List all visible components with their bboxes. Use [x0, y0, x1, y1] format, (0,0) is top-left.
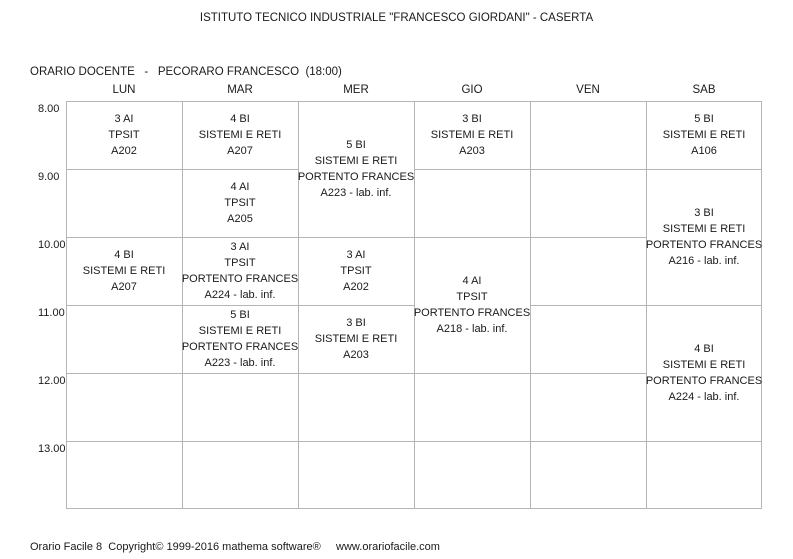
lesson-cell[interactable]: [182, 101, 298, 169]
lesson-cell[interactable]: [646, 305, 762, 441]
lesson-subject: SISTEMI E RETI: [198, 129, 282, 141]
copyright-notice: Copyright© 1999-2016 mathema software®: [108, 541, 321, 553]
lesson-cell[interactable]: [414, 101, 530, 169]
lesson-class: 3 AI: [114, 113, 134, 125]
lesson-subject: SISTEMI E RETI: [662, 359, 746, 371]
lesson-cell[interactable]: [646, 169, 762, 305]
lesson-subject: SISTEMI E RETI: [430, 129, 514, 141]
grid-row-divider: [414, 169, 530, 170]
school-title: ISTITUTO TECNICO INDUSTRIALE "FRANCESCO GIORDANI" - CASERTA: [199, 12, 594, 24]
grid-row-divider: [530, 373, 646, 374]
day-header-thu: GIO: [461, 84, 483, 96]
lesson-subject: TPSIT: [456, 291, 488, 303]
schedule-header: [30, 66, 342, 78]
grid-row-divider: [646, 441, 762, 442]
lesson-subject: SISTEMI E RETI: [314, 155, 398, 167]
lesson-room: A223 - lab. inf.: [204, 357, 276, 369]
schedule-type-label: ORARIO DOCENTE: [30, 66, 135, 78]
day-header-tue: MAR: [227, 84, 253, 96]
footer: [30, 541, 440, 553]
lesson-co-teacher: PORTENTO FRANCES: [181, 341, 299, 353]
grid-row-divider: [530, 441, 646, 442]
lesson-class: 4 AI: [462, 275, 482, 287]
hour-label-13: 13.00: [38, 443, 66, 455]
lesson-room: A223 - lab. inf.: [320, 187, 392, 199]
lesson-subject: TPSIT: [108, 129, 140, 141]
grid-row-divider: [530, 305, 646, 306]
lesson-room: A202: [111, 145, 137, 157]
lesson-class: 4 BI: [114, 249, 134, 261]
grid-row-divider: [530, 237, 646, 238]
lesson-cell[interactable]: [182, 169, 298, 237]
lesson-class: 3 BI: [694, 207, 714, 219]
lesson-room: A224 - lab. inf.: [668, 391, 740, 403]
hour-label-9: 9.00: [38, 171, 60, 183]
lesson-class: 4 BI: [230, 113, 250, 125]
lesson-subject: TPSIT: [340, 265, 372, 277]
lesson-subject: SISTEMI E RETI: [198, 325, 282, 337]
lesson-subject: SISTEMI E RETI: [314, 333, 398, 345]
weekly-hours: (18:00): [305, 66, 342, 78]
lesson-cell[interactable]: [414, 237, 530, 373]
lesson-co-teacher: PORTENTO FRANCES: [297, 171, 415, 183]
grid-row-divider: [298, 373, 414, 374]
day-header-sat: SAB: [692, 84, 716, 96]
lesson-room: A203: [459, 145, 485, 157]
lesson-cell[interactable]: [66, 101, 182, 169]
lesson-room: A207: [227, 145, 253, 157]
lesson-class: 3 AI: [346, 249, 366, 261]
lesson-room: A216 - lab. inf.: [668, 255, 740, 267]
lesson-class: 4 AI: [230, 181, 250, 193]
lesson-co-teacher: PORTENTO FRANCES: [181, 273, 299, 285]
lesson-room: A218 - lab. inf.: [436, 323, 508, 335]
lesson-room: A203: [343, 349, 369, 361]
lesson-class: 3 BI: [462, 113, 482, 125]
lesson-subject: TPSIT: [224, 257, 256, 269]
grid-row-divider: [66, 373, 182, 374]
hour-label-8: 8.00: [38, 103, 60, 115]
grid-row-divider: [414, 441, 530, 442]
lesson-class: 5 BI: [346, 139, 366, 151]
lesson-class: 5 BI: [230, 309, 250, 321]
day-header-mon: LUN: [112, 84, 136, 96]
day-header-fri: VEN: [576, 84, 600, 96]
hour-label-11: 11.00: [38, 307, 65, 319]
lesson-class: 3 BI: [346, 317, 366, 329]
lesson-room: A205: [227, 213, 253, 225]
lesson-co-teacher: PORTENTO FRANCES: [645, 375, 763, 387]
lesson-class: 3 AI: [230, 241, 250, 253]
lesson-class: 4 BI: [694, 343, 714, 355]
hour-label-10: 10.00: [38, 239, 66, 251]
header-separator: -: [144, 66, 149, 78]
lesson-cell[interactable]: [66, 237, 182, 305]
lesson-room: A207: [111, 281, 137, 293]
day-header-wed: MER: [343, 84, 369, 96]
lesson-subject: TPSIT: [224, 197, 256, 209]
lesson-subject: SISTEMI E RETI: [662, 223, 746, 235]
grid-row-divider: [298, 441, 414, 442]
hour-label-12: 12.00: [38, 375, 66, 387]
teacher-name: PECORARO FRANCESCO: [157, 66, 300, 78]
lesson-co-teacher: PORTENTO FRANCES: [413, 307, 531, 319]
lesson-co-teacher: PORTENTO FRANCES: [645, 239, 763, 251]
grid-row-divider: [182, 441, 298, 442]
grid-row-divider: [66, 441, 182, 442]
grid-row-divider: [182, 373, 298, 374]
grid-row-divider: [66, 305, 182, 306]
lesson-subject: SISTEMI E RETI: [82, 265, 166, 277]
grid-row-divider: [66, 169, 182, 170]
website-link[interactable]: www.orariofacile.com: [336, 541, 440, 553]
lesson-cell[interactable]: [298, 101, 414, 237]
lesson-room: A106: [691, 145, 717, 157]
lesson-room: A224 - lab. inf.: [204, 289, 276, 301]
lesson-room: A202: [343, 281, 369, 293]
lesson-cell[interactable]: [298, 237, 414, 305]
lesson-class: 5 BI: [694, 113, 714, 125]
grid-row-divider: [530, 169, 646, 170]
lesson-cell[interactable]: [182, 237, 298, 305]
lesson-subject: SISTEMI E RETI: [662, 129, 746, 141]
product-name: Orario Facile 8: [30, 541, 103, 553]
lesson-cell[interactable]: [298, 305, 414, 373]
grid-row-divider: [414, 373, 530, 374]
lesson-cell[interactable]: [646, 101, 762, 169]
lesson-cell[interactable]: [182, 305, 298, 373]
